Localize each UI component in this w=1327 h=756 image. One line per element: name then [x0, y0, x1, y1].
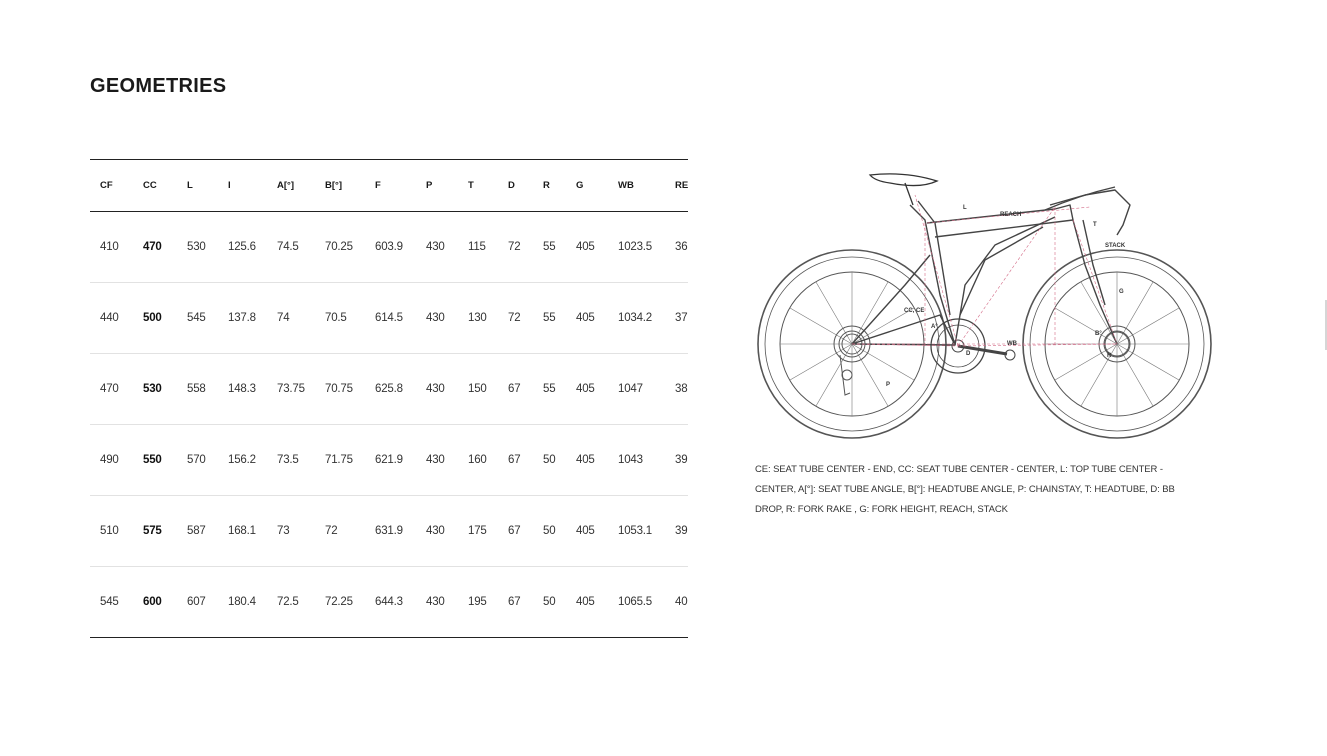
table-cell: 156.2: [218, 425, 267, 496]
table-row: [90, 354, 688, 425]
table-cell: 405: [566, 496, 608, 567]
table-cell-size: 470: [133, 212, 177, 283]
label-wb: WB: [1007, 341, 1017, 347]
table-cell: 72.5: [267, 567, 315, 638]
table-cell: 55: [533, 283, 566, 354]
table-cell: 1047: [608, 354, 665, 425]
table-cell-size: 500: [133, 283, 177, 354]
table-cell: 405: [566, 425, 608, 496]
table-cell: 168.1: [218, 496, 267, 567]
label-b: B°: [1095, 331, 1102, 337]
table-cell: 130: [458, 283, 498, 354]
table-body: [90, 212, 688, 638]
table-row: [90, 496, 688, 567]
table-cell: 175: [458, 496, 498, 567]
table-cell: 50: [533, 567, 566, 638]
table-cell: 405: [566, 567, 608, 638]
label-l: L: [963, 205, 967, 211]
table-cell: 603.9: [365, 212, 416, 283]
table-cell: 115: [458, 212, 498, 283]
table-cell: 545: [177, 283, 218, 354]
table-cell: 430: [416, 212, 458, 283]
table-cell: 160: [458, 425, 498, 496]
label-d: D: [966, 351, 971, 357]
label-t: T: [1093, 222, 1097, 228]
table-cell: 67: [498, 567, 533, 638]
table-cell: 644.3: [365, 567, 416, 638]
table-cell: 72: [498, 283, 533, 354]
table-cell: 137.8: [218, 283, 267, 354]
table-cell: 470: [90, 354, 133, 425]
column-header: G: [566, 160, 608, 212]
bike-geometry-diagram: [755, 165, 1215, 445]
table-cell: 1034.2: [608, 283, 665, 354]
table-cell: 70.75: [315, 354, 365, 425]
column-header: WB: [608, 160, 665, 212]
table-cell: 195: [458, 567, 498, 638]
table-cell: 430: [416, 567, 458, 638]
table-cell: 39: [665, 496, 688, 567]
table-cell: 430: [416, 283, 458, 354]
table-cell: 405: [566, 212, 608, 283]
table-cell: 67: [498, 496, 533, 567]
geometry-guides: [852, 195, 1117, 346]
table-cell: 1023.5: [608, 212, 665, 283]
table-cell: 410: [90, 212, 133, 283]
table-cell: 55: [533, 354, 566, 425]
table-cell: 430: [416, 425, 458, 496]
table-cell: 1043: [608, 425, 665, 496]
table-cell: 72: [498, 212, 533, 283]
table-cell: 150: [458, 354, 498, 425]
label-g: G: [1119, 289, 1124, 295]
table-cell: 50: [533, 425, 566, 496]
table-cell: 440: [90, 283, 133, 354]
label-reach: REACH: [1000, 212, 1022, 218]
table-row: [90, 567, 688, 638]
table-cell: 570: [177, 425, 218, 496]
table-cell: 545: [90, 567, 133, 638]
table-cell-size: 600: [133, 567, 177, 638]
table-cell: 180.4: [218, 567, 267, 638]
column-header: B[°]: [315, 160, 365, 212]
column-header: I: [218, 160, 267, 212]
table-row: [90, 283, 688, 354]
table-cell: 74: [267, 283, 315, 354]
table-cell: 405: [566, 354, 608, 425]
column-header: CF: [90, 160, 133, 212]
table-cell: 73: [267, 496, 315, 567]
saddle: [870, 174, 937, 205]
table-cell: 1065.5: [608, 567, 665, 638]
table-cell: 37: [665, 283, 688, 354]
table-cell: 530: [177, 212, 218, 283]
table-cell: 70.25: [315, 212, 365, 283]
column-header: R: [533, 160, 566, 212]
table-cell-size: 550: [133, 425, 177, 496]
table-cell: 1053.1: [608, 496, 665, 567]
geometry-table-container[interactable]: [90, 159, 688, 640]
table-row: [90, 212, 688, 283]
table-cell: 625.8: [365, 354, 416, 425]
table-row: [90, 425, 688, 496]
table-cell: 558: [177, 354, 218, 425]
table-cell: 55: [533, 212, 566, 283]
table-cell: 607: [177, 567, 218, 638]
column-header: D: [498, 160, 533, 212]
table-cell: 72: [315, 496, 365, 567]
table-cell: 430: [416, 354, 458, 425]
label-p: P: [886, 382, 891, 388]
table-cell: 70.5: [315, 283, 365, 354]
label-a: A°: [931, 324, 938, 330]
table-cell: 405: [566, 283, 608, 354]
table-cell-size: 530: [133, 354, 177, 425]
label-cc-ce: CC, CE: [904, 308, 925, 314]
column-header: L: [177, 160, 218, 212]
table-cell: 631.9: [365, 496, 416, 567]
column-header: RE: [665, 160, 688, 212]
table-cell: 490: [90, 425, 133, 496]
table-cell: 36: [665, 212, 688, 283]
table-cell: 430: [416, 496, 458, 567]
table-cell: 148.3: [218, 354, 267, 425]
diagram-legend: CE: SEAT TUBE CENTER - END, CC: SEAT TUBE CENTER - CENTER, L: TOP TUBE CENTER - CENTER, A[°]: SEAT TUBE ANGLE, B[°]: HEADTUBE ANGLE, P: CHAINSTAY, T: HEADTUBE, D: BB DROP, R: FORK RAKE , G: FORK HEIGHT, REACH, STACK: [755, 464, 1175, 515]
table-cell: 67: [498, 425, 533, 496]
bike-frame: [852, 187, 1130, 345]
label-r: R: [1107, 353, 1112, 359]
column-header: A[°]: [267, 160, 315, 212]
table-header-row: [90, 160, 688, 212]
table-cell: 38: [665, 354, 688, 425]
table-cell: 510: [90, 496, 133, 567]
column-header: P: [416, 160, 458, 212]
geometry-table: [90, 159, 688, 638]
table-cell: 39: [665, 425, 688, 496]
table-cell: 74.5: [267, 212, 315, 283]
table-cell: 67: [498, 354, 533, 425]
table-cell: 587: [177, 496, 218, 567]
column-header: T: [458, 160, 498, 212]
table-cell: 71.75: [315, 425, 365, 496]
section-title: GEOMETRIES: [90, 75, 227, 97]
table-cell-size: 575: [133, 496, 177, 567]
column-header: CC: [133, 160, 177, 212]
table-cell: 50: [533, 496, 566, 567]
table-cell: 40: [665, 567, 688, 638]
table-cell: 72.25: [315, 567, 365, 638]
table-cell: 73.75: [267, 354, 315, 425]
table-cell: 125.6: [218, 212, 267, 283]
column-header: F: [365, 160, 416, 212]
table-cell: 621.9: [365, 425, 416, 496]
table-cell: 614.5: [365, 283, 416, 354]
label-stack: STACK: [1105, 243, 1126, 249]
table-cell: 73.5: [267, 425, 315, 496]
